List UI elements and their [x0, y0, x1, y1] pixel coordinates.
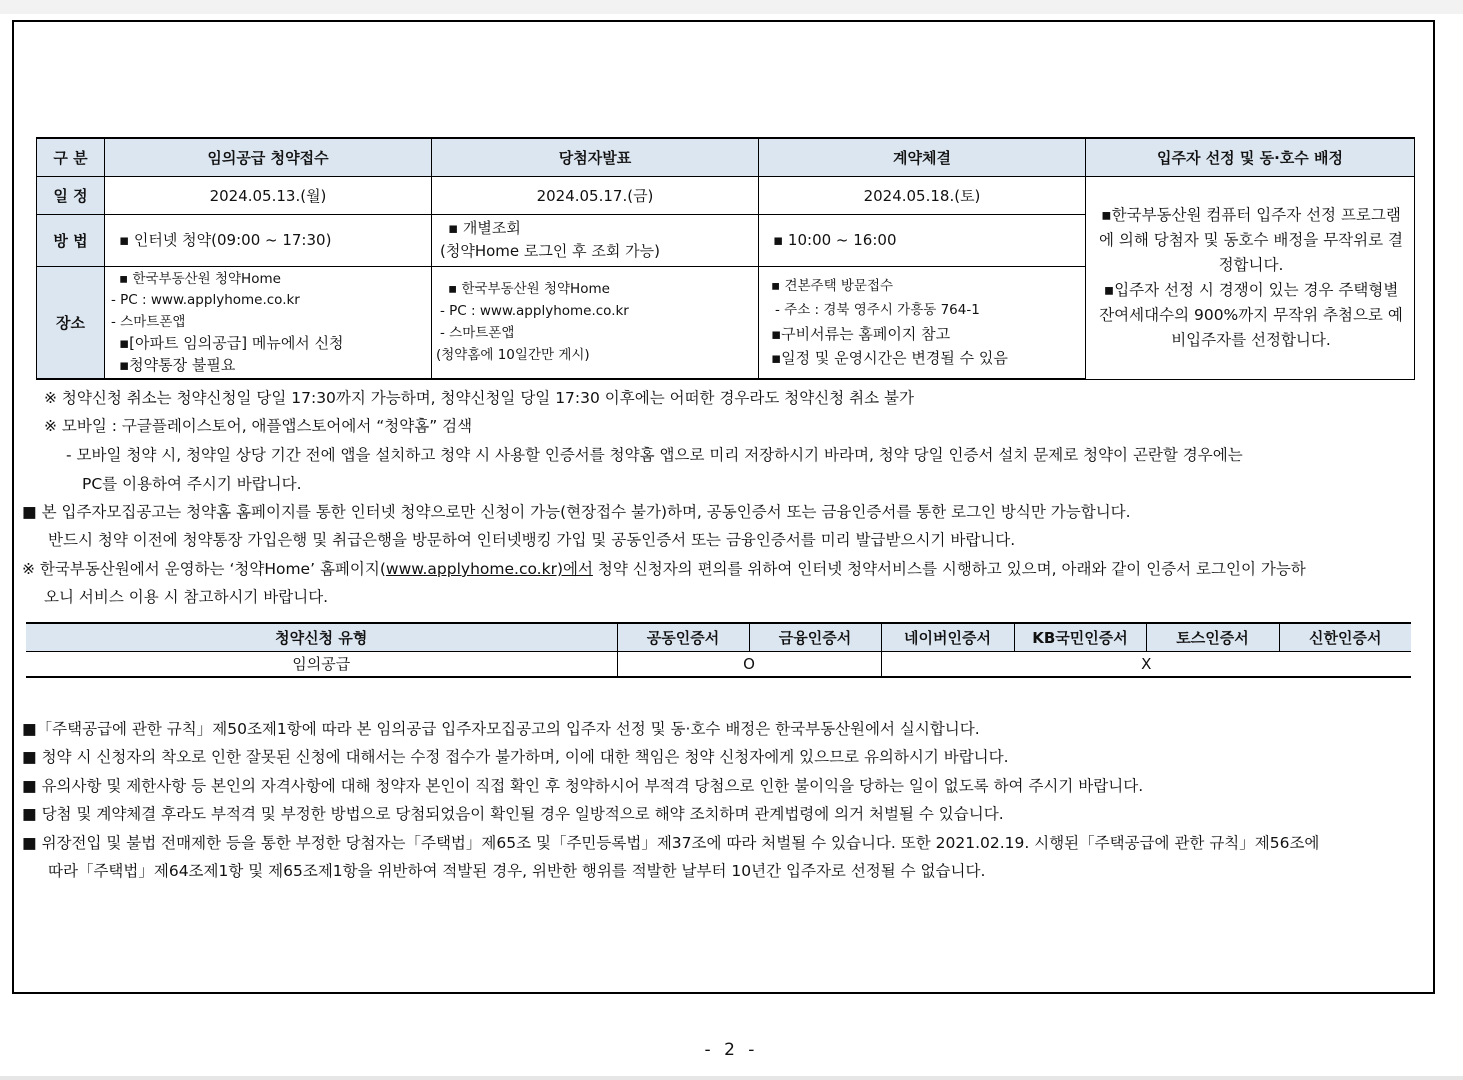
- note-service-2: 오니 서비스 이용 시 참고하시기 바랍니다.: [44, 588, 329, 606]
- page-number: - 2 -: [704, 1040, 759, 1060]
- cert-header-kb: KB국민인증서: [1014, 623, 1146, 651]
- place-announcement-line-3: - 스마트폰앱: [440, 325, 515, 342]
- bullet-1: ■「주택공급에 관한 규칙」제50조제1항에 따라 본 임의공급 입주자모집공고의 입주자 선정 및 동·호수 배정은 한국부동산원에서 실시합니다.: [22, 720, 980, 738]
- cert-row-type: 임의공급: [26, 651, 617, 677]
- place-contract: [759, 266, 1086, 379]
- row-label-place: 장소: [37, 266, 105, 379]
- note-cancel: ※ 청약신청 취소는 청약신청일 당일 17:30까지 가능하며, 청약신청일 당일 17:30 이후에는 어떠한 경우라도 청약신청 취소 불가: [44, 389, 914, 407]
- place-announcement-line-2: - PC : www.applyhome.co.kr: [440, 303, 629, 320]
- place-application-line-1: ▪ 한국부동산원 청약Home: [119, 270, 281, 287]
- cert-header-toss: 토스인증서: [1146, 623, 1279, 651]
- page-top-shade: [0, 0, 1463, 14]
- cert-header-financial: 금융인증서: [749, 623, 881, 651]
- note-service-suffix: 청약 신청자의 편의를 위하여 인터넷 청약서비스를 시행하고 있으며, 아래와 같이 인증서 로그인이 가능하: [592, 560, 1306, 578]
- certificate-table: [26, 622, 1411, 678]
- note-mobile-detail-1: - 모바일 청약 시, 청약일 상당 기간 전에 앱을 설치하고 청약 시 사용할 인증서를 청약홈 앱으로 미리 저장하시기 바라며, 청약 당일 인증서 설치 문제로 청약이 곤란할 경우에는: [66, 446, 1243, 464]
- place-contract-line-3: ▪구비서류는 홈페이지 참고: [771, 325, 951, 344]
- place-announcement-line-1: ▪ 한국부동산원 청약Home: [448, 281, 610, 298]
- page-bottom-shade: [0, 1076, 1463, 1080]
- place-application-line-2: - PC : www.applyhome.co.kr: [111, 292, 300, 308]
- method-announcement-line-1: ▪ 개별조회: [448, 219, 521, 237]
- note-service-1: [22, 558, 1306, 580]
- place-contract-line-4: ▪일정 및 운영시간은 변경될 수 있음: [771, 349, 1008, 368]
- allotment-text-1: ▪한국부동산원 컴퓨터 입주자 선정 프로그램에 의해 당첨자 및 동호수 배정을 무작위로 결정합니다.: [1098, 205, 1403, 274]
- header-application: 임의공급 청약접수: [105, 138, 432, 176]
- certificate-header-row: [26, 623, 1411, 651]
- applyhome-link[interactable]: www.applyhome.co.kr)에서: [385, 560, 593, 578]
- schedule-date-row: [37, 176, 1415, 214]
- header-winner-announcement: 당첨자발표: [432, 138, 759, 176]
- bullet-4: ■ 당첨 및 계약체결 후라도 부적격 및 부정한 방법으로 당첨되었음이 확인될 경우 일방적으로 해약 조치하며 관계법령에 의거 처벌될 수 있습니다.: [22, 805, 1004, 823]
- cert-row-unsupported: X: [881, 651, 1411, 677]
- note-internet-1: ■ 본 입주자모집공고는 청약홈 홈페이지를 통한 인터넷 청약으로만 신청이 가능(현장접수 불가)하며, 공동인증서 또는 금융인증서를 통한 로그인 방식만 가능합니다.: [22, 503, 1131, 521]
- allotment-text-2: ▪입주자 선정 시 경쟁이 있는 경우 주택형별 잔여세대수의 900%까지 무작위 추첨으로 예비입주자를 선정합니다.: [1099, 280, 1403, 349]
- note-mobile: ※ 모바일 : 구글플레이스토어, 애플앱스토어에서 “청약홈” 검색: [44, 417, 473, 435]
- method-announcement-line-2: (청약Home 로그인 후 조회 가능): [440, 242, 660, 260]
- header-category: 구 분: [37, 138, 105, 176]
- bullet-5: ■ 위장전입 및 불법 전매제한 등을 통한 부정한 당첨자는「주택법」제65조 및「주민등록법」제37조에 따라 처벌될 수 있습니다. 또한 2021.02.19. 시행된「주택공급에 관한 규칙」제56조에: [22, 834, 1320, 852]
- bullet-2: ■ 청약 시 신청자의 착오로 인한 잘못된 신청에 대해서는 수정 접수가 불가하며, 이에 대한 책임은 청약 신청자에게 있으므로 유의하시기 바랍니다.: [22, 748, 1009, 766]
- place-application-line-3: - 스마트폰앱: [111, 313, 186, 330]
- note-internet-2: 반드시 청약 이전에 청약통장 가입은행 및 취급은행을 방문하여 인터넷뱅킹 가입 및 공동인증서 또는 금융인증서를 미리 발급받으시기 바랍니다.: [48, 531, 1016, 549]
- cert-header-shinhan: 신한인증서: [1279, 623, 1411, 651]
- header-allotment: 입주자 선정 및 동·호수 배정: [1086, 138, 1415, 176]
- method-contract: ▪ 10:00 ~ 16:00: [759, 214, 1086, 266]
- bullet-3: ■ 유의사항 및 제한사항 등 본인의 자격사항에 대해 청약자 본인이 직접 확인 후 청약하시어 부적격 당첨으로 인한 불이익을 당하는 일이 없도록 하여 주시기 바랍니다.: [22, 777, 1144, 795]
- page-frame: [12, 20, 1435, 994]
- date-application: 2024.05.13.(월): [105, 176, 432, 214]
- certificate-row: [26, 651, 1411, 677]
- row-label-date: 일 정: [37, 176, 105, 214]
- date-announcement: 2024.05.17.(금): [432, 176, 759, 214]
- place-contract-line-1: ▪ 견본주택 방문접수: [771, 278, 894, 295]
- date-contract: 2024.05.18.(토): [759, 176, 1086, 214]
- allotment-cell: [1086, 176, 1415, 379]
- schedule-table: [36, 137, 1415, 380]
- bullet-5-cont: 따라「주택법」제64조제1항 및 제65조제1항을 위반하여 적발된 경우, 위반한 행위를 적발한 날부터 10년간 입주자로 선정될 수 없습니다.: [48, 862, 986, 880]
- method-announcement: [432, 214, 759, 266]
- place-contract-line-2: - 주소 : 경북 영주시 가흥동 764-1: [775, 302, 980, 319]
- place-application-line-5: ▪청약통장 불필요: [119, 355, 236, 374]
- note-service-prefix: ※ 한국부동산원에서 운영하는 ‘청약Home’ 홈페이지(: [22, 560, 386, 578]
- row-label-method: 방 법: [37, 214, 105, 266]
- schedule-header-row: [37, 138, 1415, 176]
- method-application: ▪ 인터넷 청약(09:00 ~ 17:30): [105, 214, 432, 266]
- cert-header-naver: 네이버인증서: [881, 623, 1014, 651]
- place-application-line-4: ▪[아파트 임의공급] 메뉴에서 신청: [119, 334, 344, 352]
- cert-row-supported: O: [617, 651, 881, 677]
- note-mobile-detail-2: PC를 이용하여 주시기 바랍니다.: [82, 475, 302, 493]
- cert-header-type: 청약신청 유형: [26, 623, 617, 651]
- place-application: [105, 266, 432, 379]
- cert-header-joint: 공동인증서: [617, 623, 749, 651]
- place-announcement-line-4: (청약홈에 10일간만 게시): [436, 347, 590, 364]
- header-contract: 계약체결: [759, 138, 1086, 176]
- place-announcement: [432, 266, 759, 379]
